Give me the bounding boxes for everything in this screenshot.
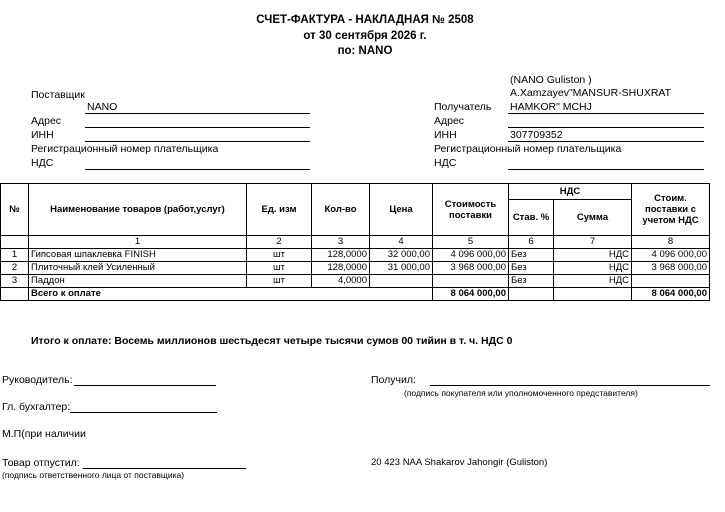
- total-row: [1, 288, 710, 301]
- column-number: 3: [312, 236, 370, 249]
- released-sign-line: [83, 468, 246, 469]
- row-price: [370, 275, 433, 288]
- col-header-sum: Сумма: [554, 200, 632, 236]
- column-number: 2: [247, 236, 312, 249]
- supplier-label: Поставщик: [31, 89, 85, 101]
- table-row: [1, 275, 710, 288]
- row-sum: НДС: [554, 275, 632, 288]
- amount-in-words: Итого к оплате: Восемь миллионов шестьдесят четыре тысячи сумов 00 тийин в т. ч. НДС 0: [31, 335, 513, 347]
- receiver-address-label: Адрес: [434, 115, 465, 127]
- row-rate: Без: [509, 262, 554, 275]
- row-cost: 3 968 000,00: [433, 262, 509, 275]
- receiver-address-line: [508, 127, 704, 128]
- supplier-nds-line: [85, 169, 310, 170]
- row-rate: Без: [509, 275, 554, 288]
- agent-info: 20 423 NAA Shakarov Jahongir (Guliston): [371, 457, 548, 468]
- row-price: 32 000,00: [370, 249, 433, 262]
- receiver-name-line: [508, 113, 704, 114]
- total-label: Всего к оплате: [29, 288, 433, 301]
- col-header-price: Цена: [370, 184, 433, 236]
- received-sign-line: [430, 385, 710, 386]
- row-qty: 128,0000: [312, 249, 370, 262]
- col-header-cost: Стоимость поставки: [433, 184, 509, 236]
- released-note: (подпись ответственного лица от поставщика): [2, 470, 185, 480]
- receiver-nds-label: НДС: [434, 157, 457, 169]
- total-cost: 8 064 000,00: [433, 288, 509, 301]
- receiver-nds-line: [508, 169, 704, 170]
- column-number-blank: [1, 236, 29, 249]
- row-rate: Без: [509, 249, 554, 262]
- row-name: Гипсовая шпаклевка FINISH: [29, 249, 247, 262]
- receiver-inn-label: ИНН: [434, 129, 457, 141]
- supplier-inn-line: [85, 141, 310, 142]
- column-number: 6: [509, 236, 554, 249]
- supplier-name: NANO: [87, 101, 118, 113]
- row-no: 2: [1, 262, 29, 275]
- receiver-inn-line: [508, 141, 704, 142]
- document-title: СЧЕТ-ФАКТУРА - НАКЛАДНАЯ № 2508: [256, 14, 474, 26]
- row-sum: НДС: [554, 249, 632, 262]
- column-number: 8: [632, 236, 710, 249]
- row-total: 3 968 000,00: [632, 262, 710, 275]
- supplier-name-line: [85, 113, 310, 114]
- row-cost: [433, 275, 509, 288]
- stamp-label: М.П(при наличии: [2, 428, 86, 440]
- col-header-total-cost: Стоим. поставки с учетом НДС: [632, 184, 710, 236]
- supplier-address-line: [85, 127, 310, 128]
- col-header-unit: Ед. изм: [247, 184, 312, 236]
- total-sum-blank: [554, 288, 632, 301]
- receiver-label: Получатель: [434, 101, 492, 113]
- total-rate-blank: [509, 288, 554, 301]
- supplier-reg-label: Регистрационный номер плательщика: [31, 143, 219, 155]
- col-header-no: №: [1, 184, 29, 236]
- row-sum: НДС: [554, 262, 632, 275]
- supplier-address-label: Адрес: [31, 115, 62, 127]
- receiver-inn: 307709352: [510, 129, 563, 141]
- released-label: Товар отпустил:: [2, 457, 80, 469]
- row-qty: 128,0000: [312, 262, 370, 275]
- director-sign-line: [74, 385, 216, 386]
- supplier-inn-label: ИНН: [31, 129, 54, 141]
- row-no: 3: [1, 275, 29, 288]
- row-total: 4 096 000,00: [632, 249, 710, 262]
- document-contract: по: NANO: [337, 45, 393, 57]
- col-header-nds: НДС: [509, 184, 632, 200]
- invoice-table: [0, 183, 710, 301]
- row-qty: 4,0000: [312, 275, 370, 288]
- table-row: [1, 249, 710, 262]
- row-unit: шт: [247, 249, 312, 262]
- received-label: Получил:: [371, 374, 416, 386]
- received-note: (подпись покупателя или уполномоченного представителя): [404, 388, 638, 398]
- row-cost: 4 096 000,00: [433, 249, 509, 262]
- row-unit: шт: [247, 275, 312, 288]
- column-number: 7: [554, 236, 632, 249]
- accountant-label: Гл. бухгалтер:: [2, 401, 71, 413]
- receiver-name-line2: A.Xamzayev"MANSUR-SHUXRAT: [510, 87, 672, 99]
- column-number: 5: [433, 236, 509, 249]
- supplier-nds-label: НДС: [31, 157, 54, 169]
- column-number: 4: [370, 236, 433, 249]
- row-unit: шт: [247, 262, 312, 275]
- receiver-name-line3: HAMKOR" MCHJ: [510, 101, 592, 113]
- total-blank: [1, 288, 29, 301]
- receiver-reg-label: Регистрационный номер плательщика: [434, 143, 622, 155]
- row-name: Паддон: [29, 275, 247, 288]
- column-number-row: [1, 236, 710, 249]
- col-header-rate: Став. %: [509, 200, 554, 236]
- row-price: 31 000,00: [370, 262, 433, 275]
- row-no: 1: [1, 249, 29, 262]
- table-row: [1, 262, 710, 275]
- col-header-name: Наименование товаров (работ,услуг): [29, 184, 247, 236]
- receiver-name-line1: (NANO Guliston ): [510, 74, 592, 86]
- accountant-sign-line: [70, 412, 217, 413]
- row-name: Плиточный клей Усиленный: [29, 262, 247, 275]
- document-date: от 30 сентября 2026 г.: [303, 30, 427, 42]
- column-number: 1: [29, 236, 247, 249]
- col-header-qty: Кол-во: [312, 184, 370, 236]
- row-total: [632, 275, 710, 288]
- total-amount: 8 064 000,00: [632, 288, 710, 301]
- director-label: Руководитель:: [2, 374, 73, 386]
